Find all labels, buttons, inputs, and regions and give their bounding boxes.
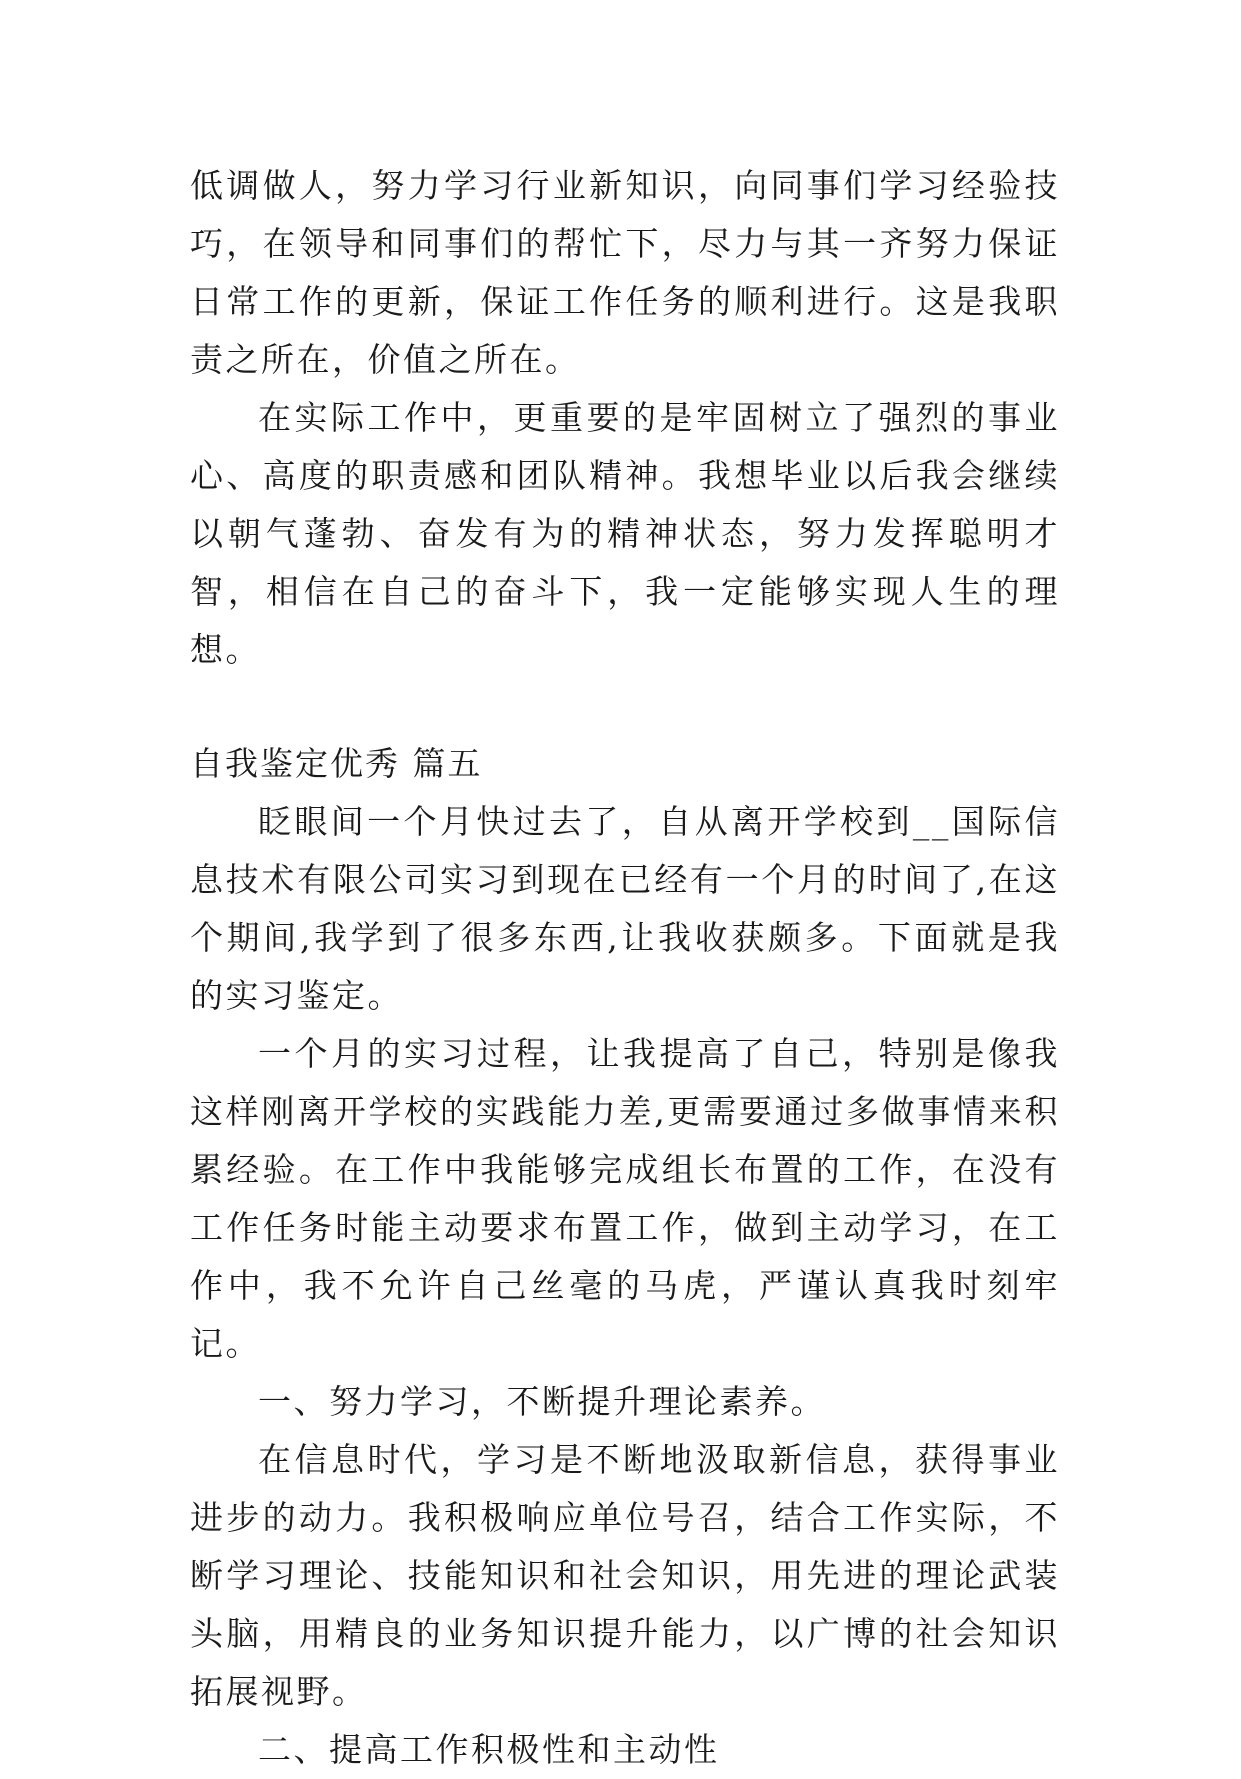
section-spacer bbox=[190, 679, 1060, 735]
paragraph-point-one-heading: 一、努力学习，不断提升理论素养。 bbox=[258, 1382, 826, 1421]
paragraph-point-two-heading: 二、提高工作积极性和主动性 bbox=[258, 1730, 720, 1769]
paragraph-internship-intro: 眨眼间一个月快过去了，自从离开学校到__国际信息技术有限公司实习到现在已经有一个月的时间了,在这个期间,我学到了很多东西,让我收获颇多。下面就是我的实习鉴定。 bbox=[190, 802, 1060, 1015]
section-heading: 自我鉴定优秀 篇五 bbox=[190, 744, 483, 783]
document-body bbox=[190, 157, 1060, 1779]
paragraph-continuation: 低调做人，努力学习行业新知识，向同事们学习经验技巧，在领导和同事们的帮忙下，尽力与其一齐努力保证日常工作的更新，保证工作任务的顺利进行。这是我职责之所在，价值之所在。 bbox=[190, 166, 1060, 379]
paragraph-point-one-body: 在信息时代，学习是不断地汲取新信息，获得事业进步的动力。我积极响应单位号召，结合工作实际，不断学习理论、技能知识和社会知识，用先进的理论武装头脑，用精良的业务知识提升能力，以广博的社会知识拓展视野。 bbox=[190, 1440, 1060, 1711]
paragraph-internship-process: 一个月的实习过程，让我提高了自己，特别是像我这样刚离开学校的实践能力差,更需要通过多做事情来积累经验。在工作中我能够完成组长布置的工作，在没有工作任务时能主动要求布置工作，做到主动学习，在工作中，我不允许自己丝毫的马虎，严谨认真我时刻牢记。 bbox=[190, 1034, 1060, 1363]
paragraph-career-commitment: 在实际工作中，更重要的是牢固树立了强烈的事业心、高度的职责感和团队精神。我想毕业以后我会继续以朝气蓬勃、奋发有为的精神状态，努力发挥聪明才智，相信在自己的奋斗下，我一定能够实现人生的理想。 bbox=[190, 398, 1060, 669]
